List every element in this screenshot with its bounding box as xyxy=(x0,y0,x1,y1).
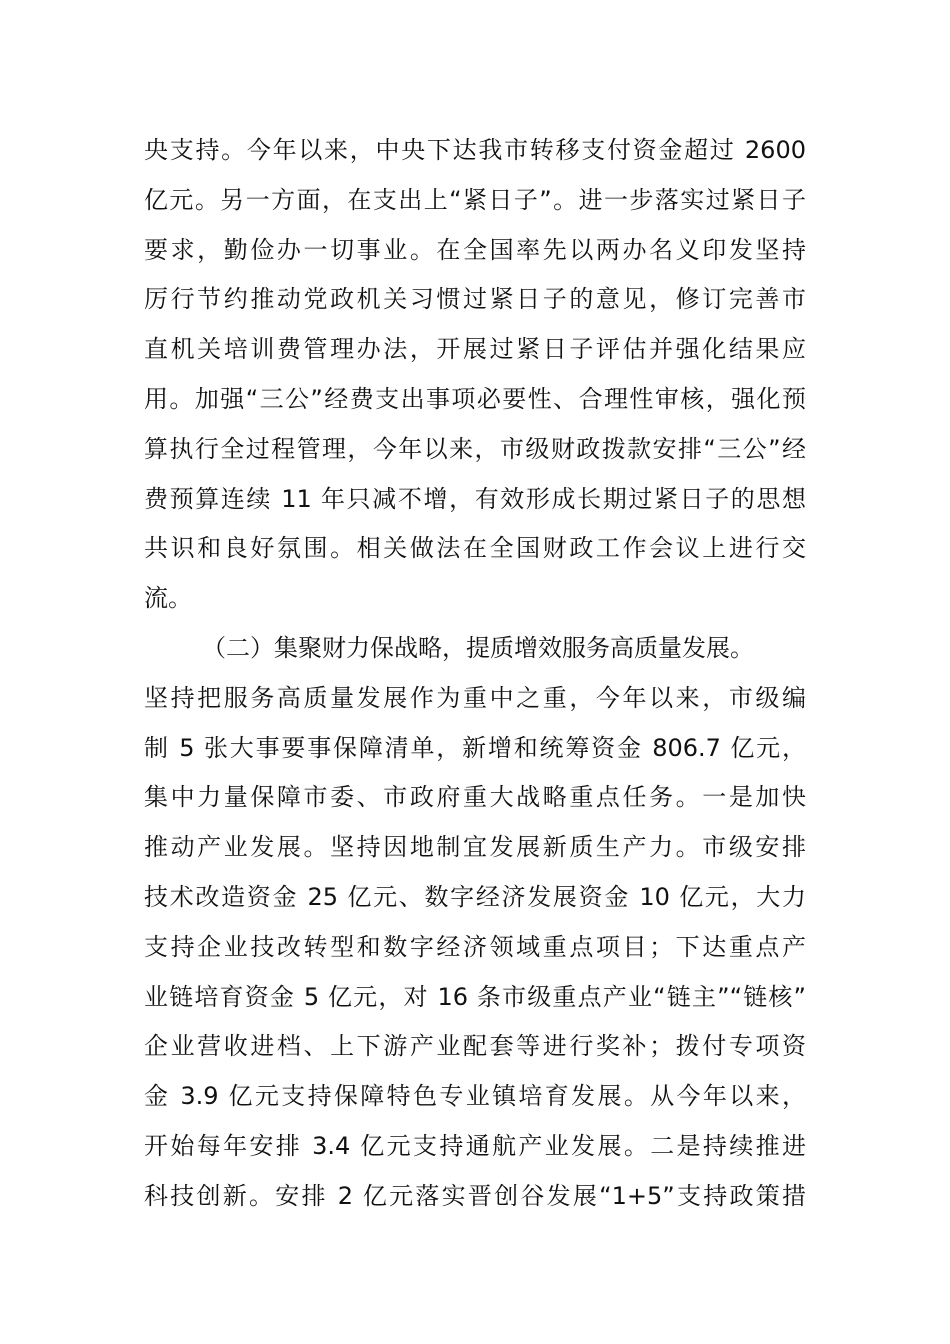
text-line: 集中力量保障市委、市政府重大战略重点任务。一是加快 xyxy=(144,783,806,812)
text-line: 科技创新。安排 2 亿元落实晋创谷发展“1+5”支持政策措 xyxy=(144,1181,806,1210)
section-heading: （二）集聚财力保战略，提质增效服务高质量发展。 xyxy=(202,633,754,662)
text-line: 央支持。今年以来，中央下达我市转移支付资金超过 2600 xyxy=(144,136,806,164)
text-line: 共识和良好氛围。相关做法在全国财政工作会议上进行交 xyxy=(144,534,806,563)
text-line: 费预算连续 11 年只减不增，有效形成长期过紧日子的思想 xyxy=(144,484,806,513)
text-line: 推动产业发展。坚持因地制宜发展新质生产力。市级安排 xyxy=(144,833,806,862)
text-line: 金 3.9 亿元支持保障特色专业镇培育发展。从今年以来， xyxy=(144,1082,806,1111)
text-line: 业链培育资金 5 亿元，对 16 条市级重点产业“链主”“链核” xyxy=(144,982,806,1011)
text-line: 坚持把服务高质量发展作为重中之重，今年以来，市级编 xyxy=(144,683,806,712)
text-line: 制 5 张大事要事保障清单，新增和统筹资金 806.7 亿元， xyxy=(144,733,806,762)
text-line: 技术改造资金 25 亿元、数字经济发展资金 10 亿元，大力 xyxy=(144,882,806,911)
body-text xyxy=(144,126,806,1222)
text-line: 流。 xyxy=(144,584,192,613)
text-line: 支持企业技改转型和数字经济领域重点项目；下达重点产 xyxy=(144,932,806,961)
text-line: 要求，勤俭办一切事业。在全国率先以两办名义印发坚持 xyxy=(144,235,806,264)
text-line: 算执行全过程管理，今年以来，市级财政拨款安排“三公”经 xyxy=(144,434,806,463)
text-line: 企业营收进档、上下游产业配套等进行奖补；拨付专项资 xyxy=(144,1032,806,1061)
text-line: 直机关培训费管理办法，开展过紧日子评估并强化结果应 xyxy=(144,335,806,364)
text-line: 用。加强“三公”经费支出事项必要性、合理性审核，强化预 xyxy=(144,384,806,413)
text-line: 开始每年安排 3.4 亿元支持通航产业发展。二是持续推进 xyxy=(144,1131,806,1160)
text-line: 亿元。另一方面，在支出上“紧日子”。进一步落实过紧日子 xyxy=(144,185,806,214)
text-line: 厉行节约推动党政机关习惯过紧日子的意见，修订完善市 xyxy=(144,285,806,314)
